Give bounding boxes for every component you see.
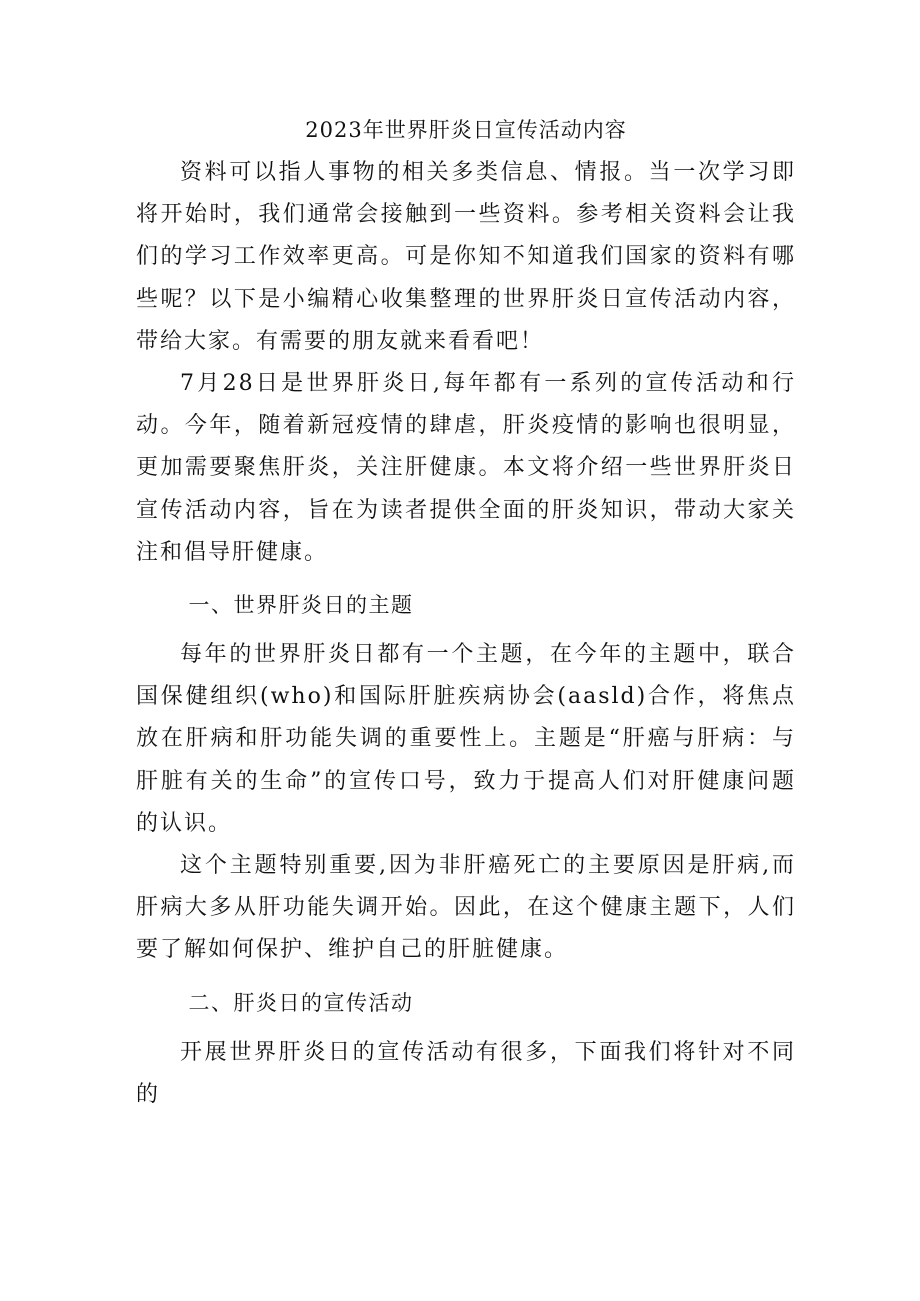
section-heading-activities: 二、肝炎日的宣传活动 [188, 990, 414, 1015]
document-title: 2023年世界肝炎日宣传活动内容 [305, 118, 627, 142]
section-heading-theme: 一、世界肝炎日的主题 [188, 593, 414, 618]
body-paragraph: 7月28日是世界肝炎日,每年都有一系列的宣传活动和行动。今年，随着新冠疫情的肆虐，肝炎疫情的影响也很明显，更加需要聚焦肝炎，关注肝健康。本文将介绍一些世界肝炎日宣传活动内容，旨在为读者提供全面的肝炎知识，带动大家关注和倡导肝健康。 [136, 371, 796, 565]
intro-paragraph: 资料可以指人事物的相关多类信息、情报。当一次学习即将开始时，我们通常会接触到一些资料。参考相关资料会让我们的学习工作效率更高。可是你知不知道我们国家的资料有哪些呢？以下是小编精心收集整理的世界肝炎日宣传活动内容，带给大家。有需要的朋友就来看看吧！ [136, 160, 796, 354]
activities-paragraph: 开展世界肝炎日的宣传活动有很多，下面我们将针对不同的 [136, 1039, 796, 1107]
theme-paragraph: 每年的世界肝炎日都有一个主题，在今年的主题中，联合国保健组织(who)和国际肝脏疾病协会(aasld)合作，将焦点放在肝病和肝功能失调的重要性上。主题是“肝癌与肝病：与肝脏有关的生命”的宣传口号，致力于提高人们对肝健康问题的认识。 [136, 642, 796, 836]
document-page [136, 112, 796, 1116]
theme-importance-paragraph: 这个主题特别重要,因为非肝癌死亡的主要原因是肝病,而肝病大多从肝功能失调开始。因此，在这个健康主题下，人们要了解如何保护、维护自己的肝脏健康。 [136, 853, 796, 963]
